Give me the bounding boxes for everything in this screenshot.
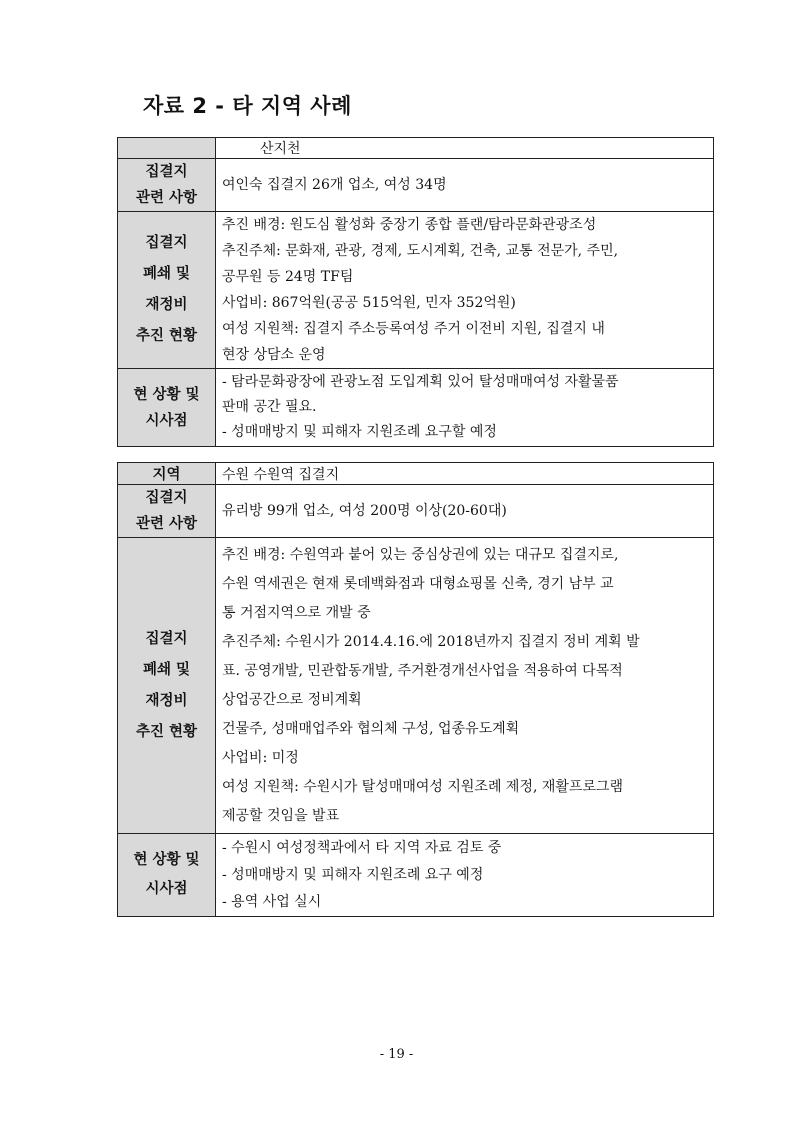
region-name: 산지천 <box>216 138 714 159</box>
text-line: 사업비: 미정 <box>222 749 299 766</box>
table-row <box>118 369 714 447</box>
row-value <box>216 369 714 447</box>
row-label <box>118 369 216 447</box>
table-row <box>118 159 714 212</box>
row-label-line: 재정비 <box>145 692 188 709</box>
row-value <box>216 538 714 834</box>
row-label <box>118 212 216 369</box>
table-row <box>118 212 714 369</box>
text-line: - 수원시 여성정책과에서 타 지역 자료 검토 중 <box>222 839 502 856</box>
case-table-suwon <box>117 462 714 917</box>
table-row <box>118 538 714 834</box>
row-label-line: 집결지 <box>145 490 188 506</box>
row-label-line: 현 상황 및 <box>133 386 200 403</box>
text-line: 판매 공간 필요. <box>222 399 317 415</box>
row-label <box>118 538 216 834</box>
page-title: 자료 2 - 타 지역 사례 <box>143 94 352 118</box>
row-label <box>118 834 216 917</box>
text-line: - 성매매방지 및 피해자 지원조례 요구 예정 <box>222 866 484 883</box>
text-line: 사업비: 867억원(공공 515억원, 민자 352억원) <box>222 295 516 311</box>
text-line: 추진 배경: 원도심 활성화 중장기 종합 플랜/탐라문화관광조성 <box>222 217 597 233</box>
text-line: 유리방 99개 업소, 여성 200명 이상(20-60대) <box>222 503 507 519</box>
text-line: 추진주체: 문화재, 관광, 경제, 도시계획, 건축, 교통 전문가, 주민, <box>222 243 619 259</box>
table-header-row <box>118 463 714 485</box>
text-line: 표. 공영개발, 민관합동개발, 주거환경개선사업을 적용하여 다목적 <box>222 662 623 679</box>
text-line: 통 거점지역으로 개발 중 <box>222 604 371 621</box>
text-line: 추진 배경: 수원역과 붙어 있는 중심상권에 있는 대규모 집결지로, <box>222 546 619 563</box>
row-value <box>216 212 714 369</box>
text-line: 여성 지원책: 수원시가 탈성매매여성 지원조례 제정, 재활프로그램 <box>222 778 624 795</box>
row-label-line: 현 상황 및 <box>133 852 200 868</box>
text-line: 여인숙 집결지 26개 업소, 여성 34명 <box>222 177 447 193</box>
text-line: 여성 지원책: 집결지 주소등록여성 주거 이전비 지원, 집결지 내 <box>222 321 605 337</box>
text-line: 현장 상담소 운영 <box>222 347 326 363</box>
text-line: 공무원 등 24명 TF팀 <box>222 269 354 285</box>
row-label-line: 집결지 <box>145 630 188 647</box>
text-line: - 탐라문화광장에 관광노점 도입계획 있어 탈성매매여성 자활물품 <box>222 374 619 390</box>
table-header-row <box>118 138 714 159</box>
text-line: 제공할 것임을 발표 <box>222 807 340 824</box>
row-label <box>118 485 216 538</box>
header-label-cell: 지역 <box>118 463 216 485</box>
row-value <box>216 834 714 917</box>
case-table-sanjicheon <box>117 137 714 447</box>
text-line: 수원 역세권은 현재 롯데백화점과 대형쇼핑몰 신축, 경기 남부 교 <box>222 575 614 592</box>
header-label-cell <box>118 138 216 159</box>
row-label-line: 폐쇄 및 <box>142 266 191 282</box>
row-label-line: 관련 사항 <box>135 516 198 532</box>
row-label-line: 시사점 <box>145 412 188 429</box>
region-name: 수원 수원역 집결지 <box>216 463 714 485</box>
row-label-line: 집결지 <box>145 164 188 180</box>
row-label-line: 폐쇄 및 <box>142 661 191 678</box>
text-line: 건물주, 성매매업주와 협의체 구성, 업종유도계획 <box>222 720 520 737</box>
row-label-line: 집결지 <box>145 235 188 251</box>
text-line: - 성매매방지 및 피해자 지원조례 요구할 예정 <box>222 424 497 440</box>
row-label-line: 추진 현황 <box>135 723 198 740</box>
text-line: 상업공간으로 정비계획 <box>222 691 362 708</box>
row-label-line: 재정비 <box>145 297 188 313</box>
row-label <box>118 159 216 212</box>
row-label-line: 추진 현황 <box>135 328 198 344</box>
page-number: - 19 - <box>379 1047 414 1062</box>
text-line: - 용역 사업 실시 <box>222 893 322 910</box>
row-value <box>216 159 714 212</box>
row-label-line: 시사점 <box>145 881 188 897</box>
table-row <box>118 834 714 917</box>
text-line: 추진주체: 수원시가 2014.4.16.에 2018년까지 집결지 정비 계획 발 <box>222 633 640 650</box>
table-row <box>118 485 714 538</box>
row-value <box>216 485 714 538</box>
row-label-line: 관련 사항 <box>135 190 198 206</box>
